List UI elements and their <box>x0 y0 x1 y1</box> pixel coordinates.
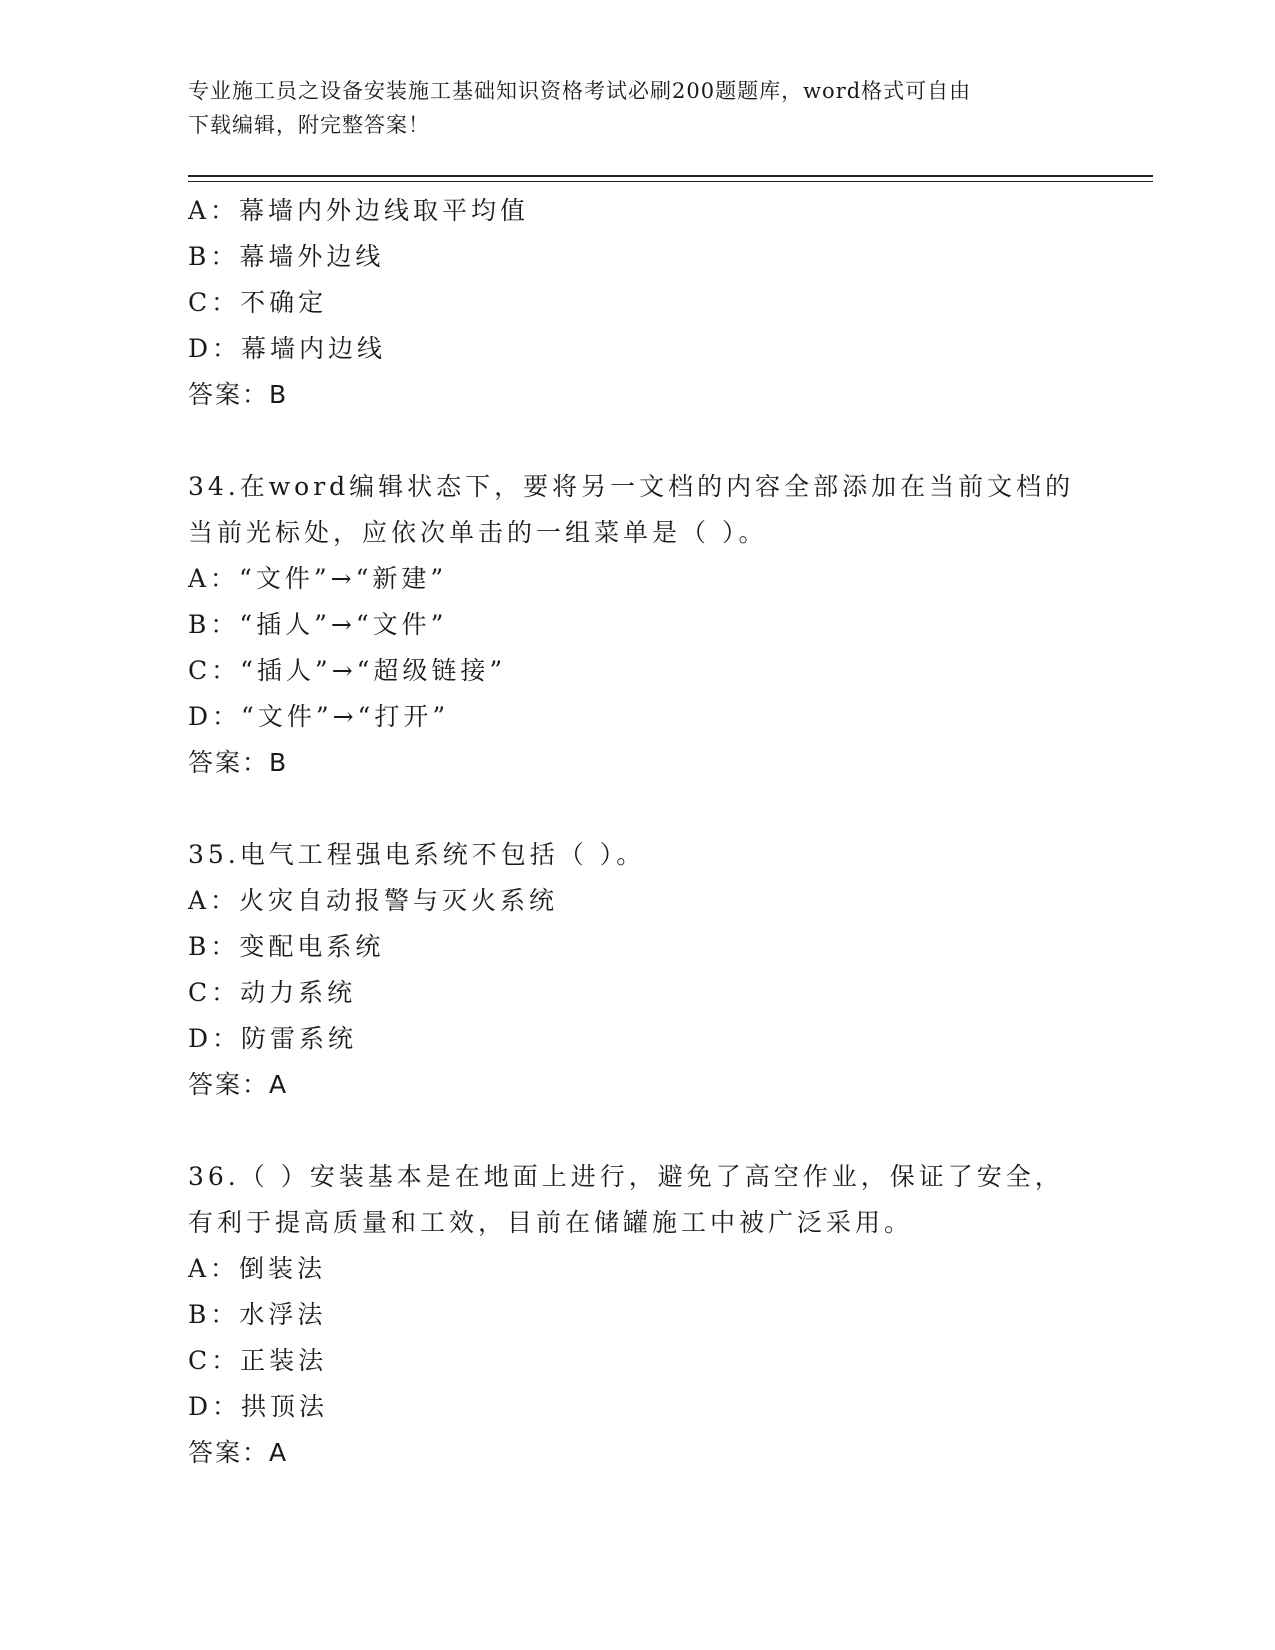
question-33 <box>188 188 1088 418</box>
answer: 答案：A <box>188 1438 289 1467</box>
option-d: D：“文件”→“打开” <box>188 702 450 731</box>
option-c: C：不确定 <box>188 288 328 317</box>
option-c: C：动力系统 <box>188 978 357 1007</box>
option-b: B：变配电系统 <box>188 932 385 961</box>
question-text-line-1: 34.在word编辑状态下，要将另一文档的内容全部添加在当前文档的 <box>188 472 1075 501</box>
option-b: B：水浮法 <box>188 1300 327 1329</box>
option-a: A：“文件”→“新建” <box>188 564 448 593</box>
question-text-line-1: 36.（ ）安装基本是在地面上进行，避免了高空作业，保证了安全， <box>188 1162 1064 1191</box>
option-a: A：倒装法 <box>188 1254 327 1283</box>
answer: 答案：A <box>188 1070 289 1099</box>
option-d: D：防雷系统 <box>188 1024 358 1053</box>
option-b: B：幕墙外边线 <box>188 242 385 271</box>
answer: 答案：B <box>188 748 289 777</box>
option-b: B：“插人”→“文件” <box>188 610 448 639</box>
question-text-line-2: 当前光标处，应依次单击的一组菜单是（ ）。 <box>188 518 768 547</box>
question-list <box>188 188 1088 1476</box>
question-36 <box>188 1154 1088 1476</box>
option-c: C：“插人”→“超级链接” <box>188 656 507 685</box>
header-divider-thick <box>188 175 1153 177</box>
spacer <box>188 1108 1088 1154</box>
option-d: D：幕墙内边线 <box>188 334 387 363</box>
question-text-line-2: 有利于提高质量和工效，目前在储罐施工中被广泛采用。 <box>188 1208 914 1237</box>
question-34 <box>188 464 1088 786</box>
document-header <box>188 74 1068 142</box>
spacer <box>188 786 1088 832</box>
header-divider-thin <box>188 181 1153 182</box>
question-text-line-1: 35.电气工程强电系统不包括（ ）。 <box>188 840 646 869</box>
answer: 答案：B <box>188 380 289 409</box>
option-a: A：幕墙内外边线取平均值 <box>188 196 530 225</box>
header-line-1: 专业施工员之设备安装施工基础知识资格考试必刷200题题库，word格式可自由 <box>188 79 972 103</box>
spacer <box>188 418 1088 464</box>
header-line-2: 下载编辑，附完整答案！ <box>188 113 430 137</box>
option-a: A：火灾自动报警与灭火系统 <box>188 886 559 915</box>
question-35 <box>188 832 1088 1108</box>
option-d: D：拱顶法 <box>188 1392 329 1421</box>
option-c: C：正装法 <box>188 1346 328 1375</box>
